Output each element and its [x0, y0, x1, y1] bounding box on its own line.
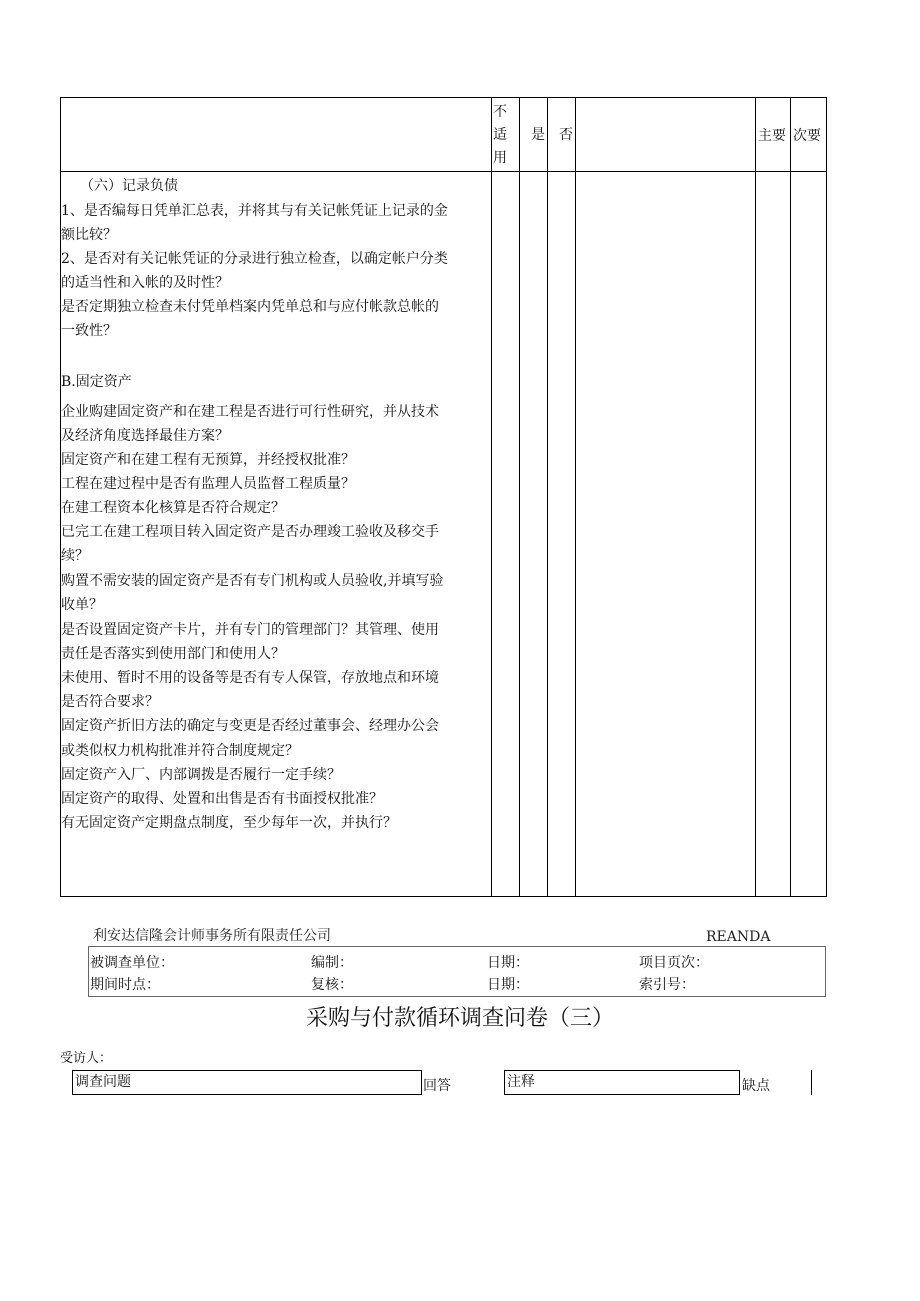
table-border-bottom	[60, 896, 827, 897]
question-line: 1、是否编每日凭单汇总表，并将其与有关记帐凭证上记录的金	[61, 203, 448, 219]
question-line: 固定资产的取得、处置和出售是否有书面授权批准？	[61, 791, 383, 807]
col-header-yes: 是	[531, 127, 545, 143]
interviewee-label: 受访人：	[60, 1051, 113, 1066]
question-line: 固定资产和在建工程有无预算，并经授权批准？	[61, 452, 355, 468]
section-title-fixed-assets: B.固定资产	[61, 374, 132, 390]
question-line: 固定资产折旧方法的确定与变更是否经过董事会、经理办公会	[61, 718, 439, 734]
q-col-border-left	[72, 1070, 73, 1095]
header-border-top	[88, 946, 826, 947]
col-divider-yes	[519, 97, 520, 897]
question-line: 固定资产入厂、内部调拨是否履行一定手续？	[61, 767, 341, 783]
question-line: 续？	[61, 548, 89, 564]
question-line: 的适当性和入帐的及时性？	[61, 275, 229, 291]
col-divider-major	[755, 97, 756, 897]
period-label: 期间时点：	[90, 977, 160, 993]
q-col-border-right	[811, 1070, 812, 1095]
col-header-na-char-3: 用	[493, 150, 507, 166]
q-col-note-bottom	[504, 1094, 740, 1095]
header-border-bottom	[88, 996, 826, 997]
question-line: 在建工程资本化核算是否符合规定？	[61, 500, 285, 516]
header-border-right	[825, 946, 826, 997]
question-line: 2、是否对有关记帐凭证的分录进行独立检查，以确定帐户分类	[61, 251, 448, 267]
review-date-label: 日期：	[487, 977, 529, 993]
index-number-label: 索引号：	[639, 977, 695, 993]
col-header-na-char-2: 适	[493, 127, 507, 143]
header-border-left	[88, 946, 89, 997]
question-line: 一致性？	[61, 323, 117, 339]
col-header-no: 否	[559, 127, 573, 143]
page-title: 采购与付款循环调查问卷（三）	[305, 1006, 614, 1031]
question-line: 是否设置固定资产卡片，并有专门的管理部门？其管理、使用	[61, 622, 439, 638]
question-line: 有无固定资产定期盘点制度，至少每年一次，并执行？	[61, 815, 397, 831]
question-line: 购置不需安装的固定资产是否有专门机构或人员验收,并填写验	[61, 573, 444, 589]
question-line: 及经济角度选择最佳方案？	[61, 428, 229, 444]
reviewed-by-label: 复核：	[311, 977, 353, 993]
q-col-question-top	[72, 1070, 422, 1071]
prepared-by-label: 编制：	[311, 955, 353, 971]
q-col-note-top	[504, 1070, 740, 1071]
col-header-not-applicable	[493, 101, 517, 170]
brand-name: REANDA	[706, 929, 771, 945]
q-col-note-right	[739, 1070, 740, 1095]
col-header-minor: 次要	[793, 128, 821, 144]
question-line: 或类似权力机构批准并符合制度规定？	[61, 743, 299, 759]
col-header-defect: 缺点	[742, 1078, 770, 1094]
question-line: 已完工在建工程项目转入固定资产是否办理竣工验收及移交手	[61, 524, 439, 540]
col-header-na-char-1: 不	[493, 104, 507, 120]
col-divider-note	[575, 97, 576, 897]
q-col-note-left	[504, 1070, 505, 1095]
col-header-note: 注释	[507, 1074, 535, 1090]
question-line: 企业购建固定资产和在建工程是否进行可行性研究，并从技术	[61, 404, 439, 420]
question-line: 是否符合要求？	[61, 694, 159, 710]
section-title-record-liabilities: （六）记录负债	[80, 178, 178, 194]
q-col-question-right	[421, 1070, 422, 1095]
question-line: 未使用、暂时不用的设备等是否有专人保管，存放地点和环境	[61, 670, 439, 686]
question-line: 责任是否落实到使用部门和使用人？	[61, 646, 285, 662]
firm-name: 利安达信隆会计师事务所有限责任公司	[93, 928, 331, 944]
table-border-top	[60, 97, 827, 98]
question-line: 收单？	[61, 597, 103, 613]
q-col-question-bottom	[72, 1094, 422, 1095]
table-border-right	[826, 97, 827, 897]
question-line: 工程在建过程中是否有监理人员监督工程质量？	[61, 476, 355, 492]
col-header-major: 主要	[758, 128, 786, 144]
col-divider-minor	[790, 97, 791, 897]
col-divider-na	[491, 97, 492, 897]
col-divider-no	[547, 97, 548, 897]
col-header-question: 调查问题	[75, 1074, 131, 1090]
col-header-answer: 回答	[423, 1078, 451, 1094]
project-page-label: 项目页次：	[639, 955, 709, 971]
date-label: 日期：	[487, 955, 529, 971]
surveyed-unit-label: 被调查单位：	[90, 955, 174, 971]
question-line: 额比较？	[61, 227, 117, 243]
table-header-divider	[60, 171, 827, 172]
question-line: 是否定期独立检查未付凭单档案内凭单总和与应付帐款总帐的	[61, 299, 439, 315]
